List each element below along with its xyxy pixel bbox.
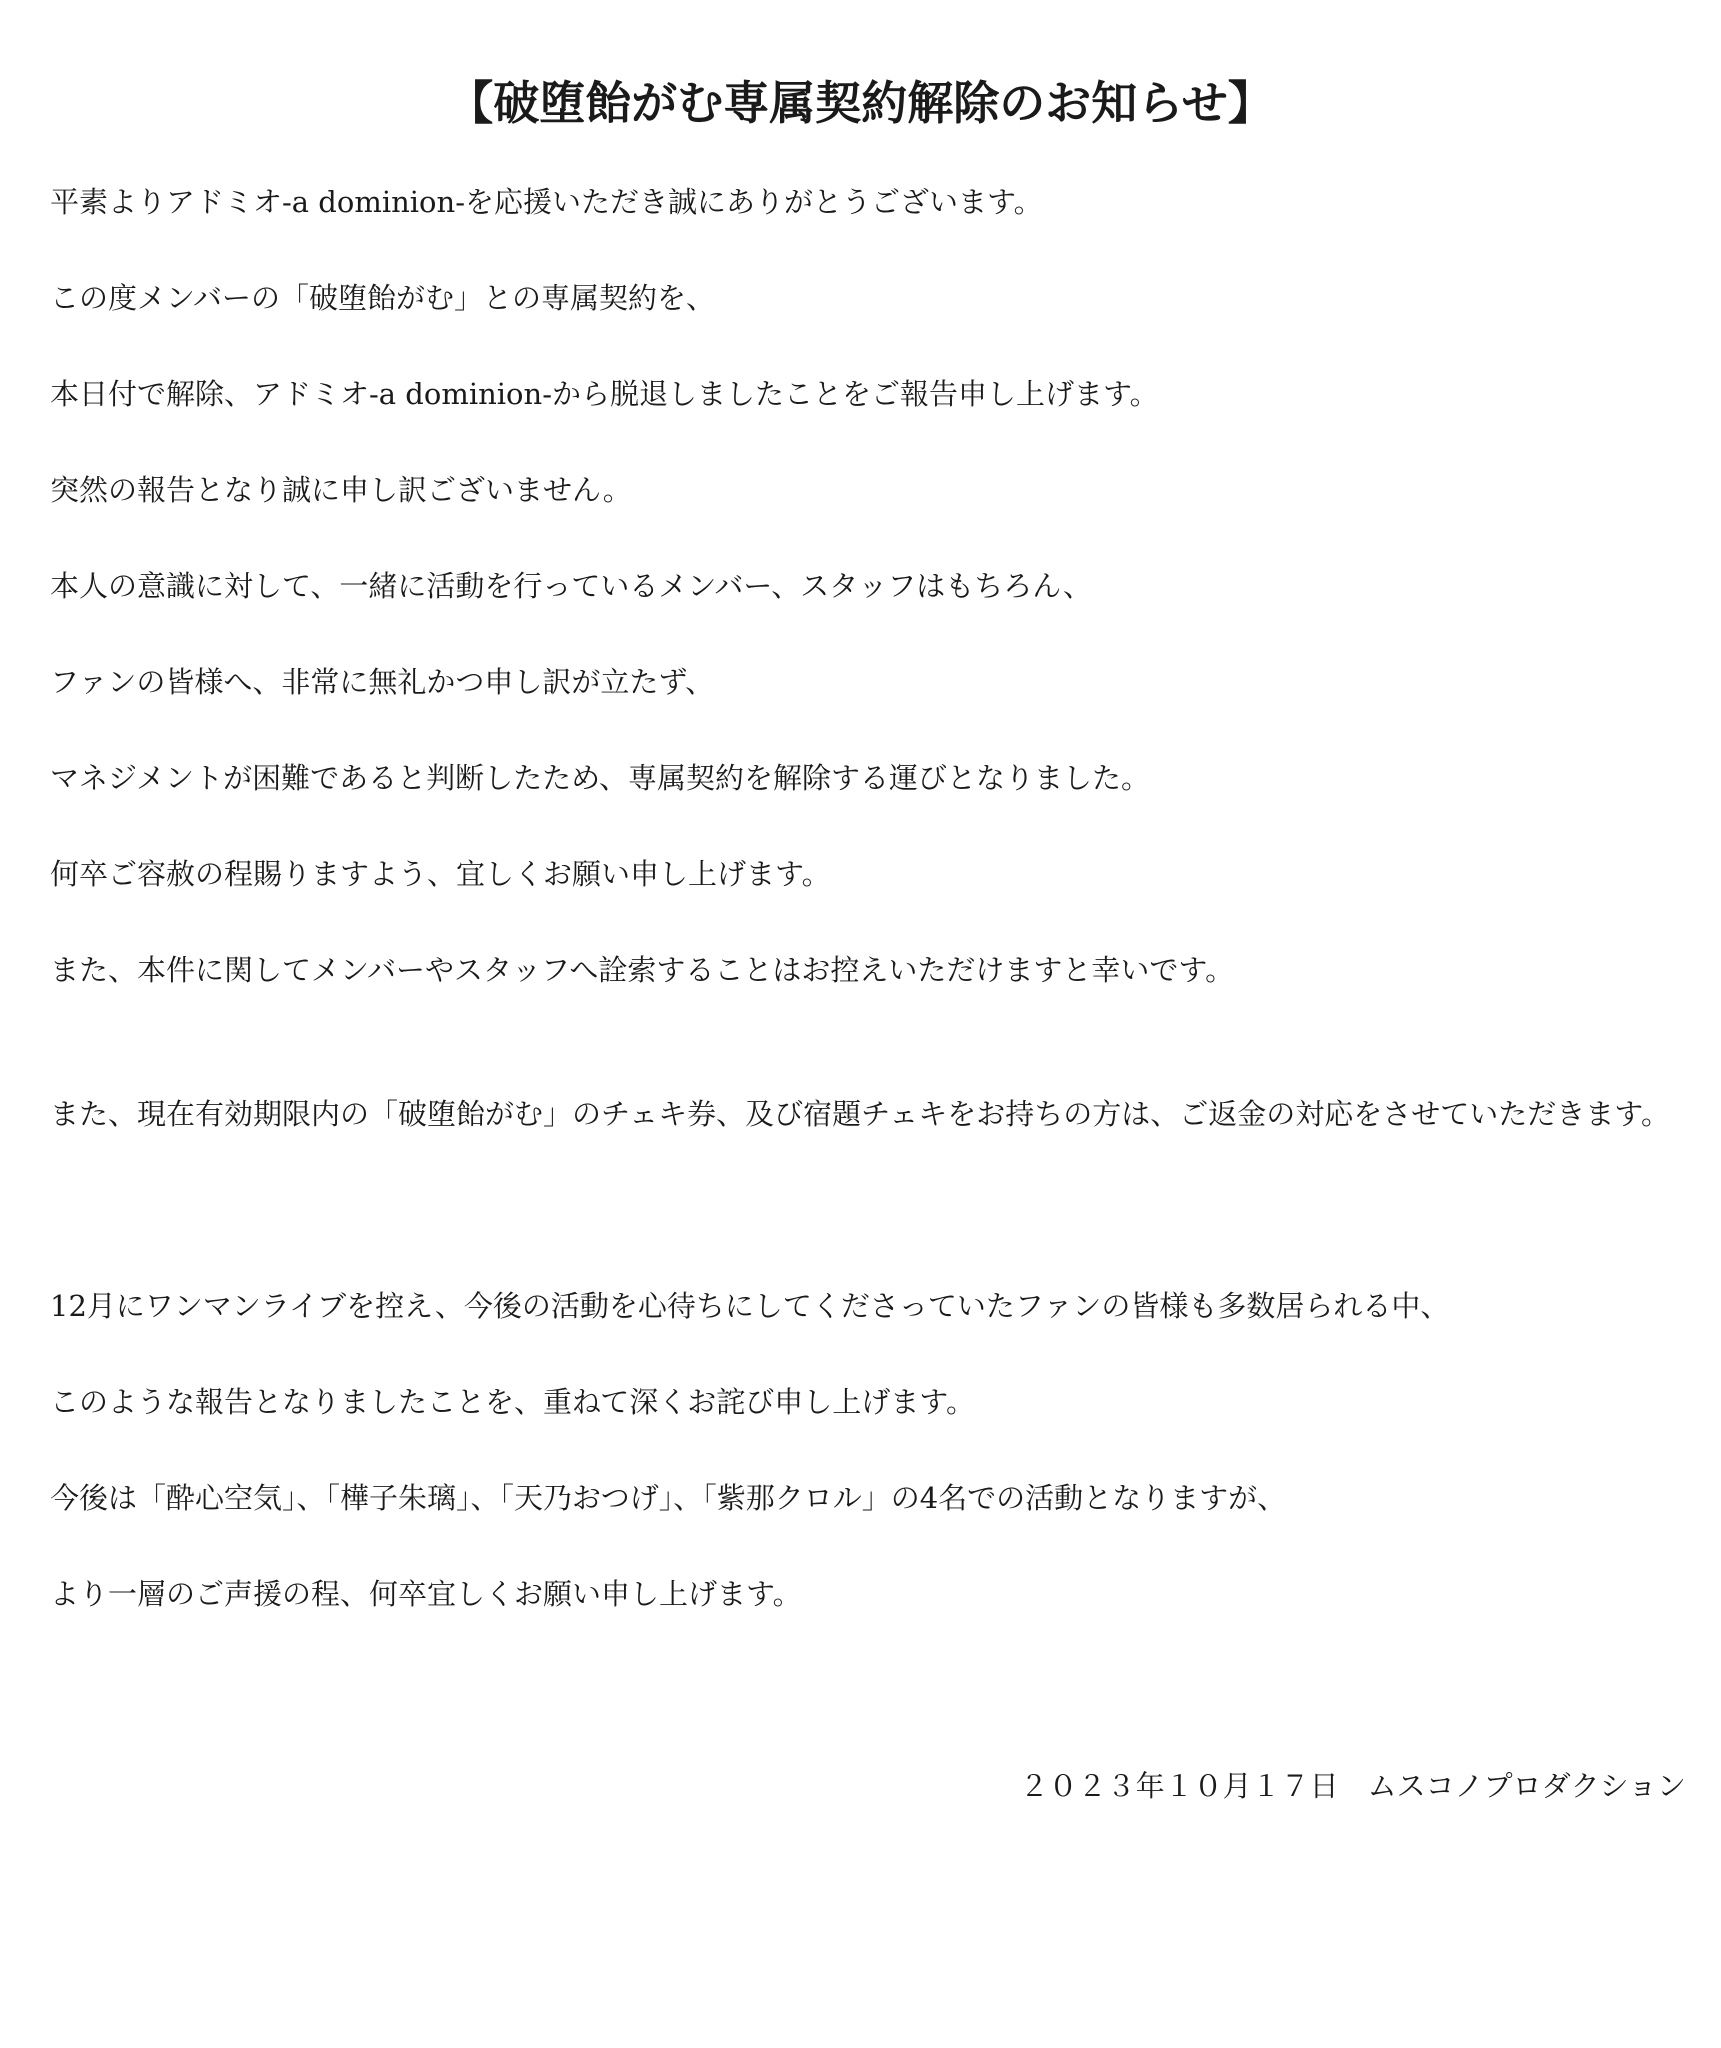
paragraph-request: 何卒ご容赦の程賜りますよう、宜しくお願い申し上げます。 <box>50 857 831 891</box>
paragraph-refund: また、現在有効期限内の「破堕飴がむ」のチェキ券、及び宿題チェキをお持ちの方は、ご返金の対応をさせていただきます。 <box>50 1097 1670 1131</box>
notice-title: 【破堕飴がむ専属契約解除のお知らせ】 <box>447 75 1274 130</box>
paragraph-decision: マネジメントが困難であると判断したため、専属契約を解除する運びとなりました。 <box>50 761 1150 795</box>
paragraph-contract: この度メンバーの「破堕飴がむ」との専属契約を、 <box>50 281 715 315</box>
paragraph-members: 今後は「酔心空気」、「樺子朱璃」、「天乃おつげ」、「紫那クロル」の4名での活動となりますが、 <box>50 1481 1287 1515</box>
paragraph-withdrawal: 本日付で解除、アドミオ-a dominion-から脱退しましたことをご報告申し上げます。 <box>50 377 1159 411</box>
paragraph-deep-apology: このような報告となりましたことを、重ねて深くお詫び申し上げます。 <box>50 1385 975 1419</box>
paragraph-reason-1: 本人の意識に対して、一緒に活動を行っているメンバー、スタッフはもちろん、 <box>50 569 1092 603</box>
paragraph-closing: より一層のご声援の程、何卒宜しくお願い申し上げます。 <box>50 1577 802 1611</box>
paragraph-reason-2: ファンの皆様へ、非常に無礼かつ申し訳が立たず、 <box>50 665 715 699</box>
paragraph-greeting: 平素よりアドミオ-a dominion-を応援いただき誠にありがとうございます。 <box>50 185 1043 219</box>
paragraph-live: 12月にワンマンライブを控え、今後の活動を心待ちにしてくださっていたファンの皆様も多数居られる中、 <box>50 1289 1450 1323</box>
date-and-company-signature: ２０２３年１０月１７日 ムスコノプロダクション <box>1019 1769 1686 1803</box>
paragraph-apology: 突然の報告となり誠に申し訳ございません。 <box>50 473 632 507</box>
paragraph-privacy: また、本件に関してメンバーやスタッフへ詮索することはお控えいただけますと幸いです。 <box>50 953 1235 987</box>
